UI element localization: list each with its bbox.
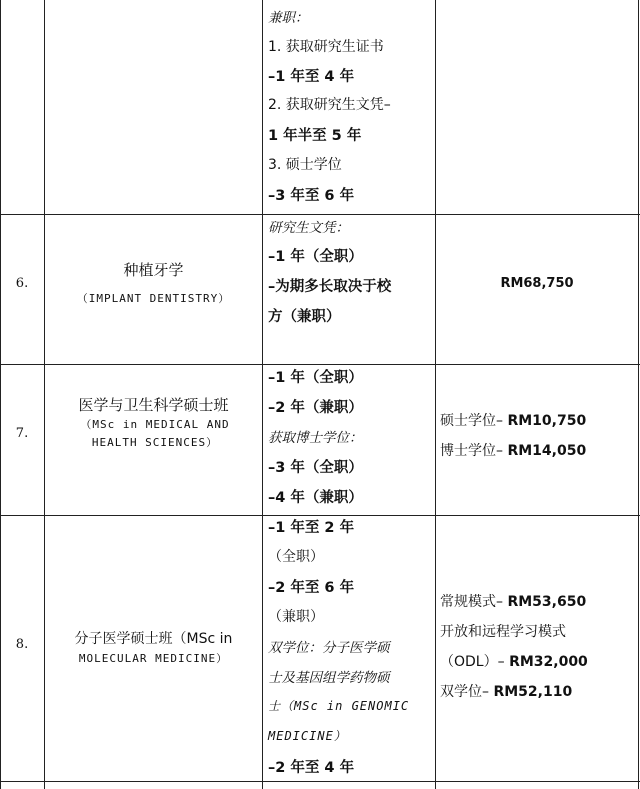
duration-line: –1 年（全职） <box>268 249 363 265</box>
row-number: 6. <box>15 276 29 291</box>
row-number: 7. <box>15 426 29 441</box>
duration-line: 士（MSc in GENOMIC <box>268 699 410 713</box>
fee-line: 博士学位– RM14,050 <box>440 443 587 459</box>
table-border-left <box>0 0 1 789</box>
duration-line: 获取博士学位： <box>268 430 363 446</box>
table-col-divider-2 <box>262 0 263 789</box>
duration-line: 1. 获取研究生证书 <box>268 39 384 55</box>
duration-line: （兼职） <box>268 609 324 625</box>
duration-line: –4 年（兼职） <box>268 490 363 506</box>
duration-line: （全职） <box>268 549 324 565</box>
program-name-cn: 医学与卫生科学硕士班 <box>78 396 229 414</box>
fee-line: 常规模式– RM53,650 <box>440 594 587 610</box>
duration-line: 研究生文凭： <box>268 220 349 236</box>
duration-line: 2. 获取研究生文凭– <box>268 97 391 113</box>
program-name-cn: 分子医学硕士班（MSc in <box>74 631 233 647</box>
duration-line: 1 年半至 5 年 <box>268 128 362 144</box>
duration-line: –1 年至 4 年 <box>268 69 355 85</box>
program-name-en: （MSc in MEDICAL AND HEALTH SCIENCES） <box>80 418 230 449</box>
program-name-en: （IMPLANT DENTISTRY） <box>76 292 231 305</box>
duration-line: 双学位：分子医学硕 <box>268 640 390 656</box>
duration-line: –1 年至 2 年 <box>268 520 355 536</box>
duration-line: –3 年至 6 年 <box>268 188 355 204</box>
table-border-right <box>638 0 639 789</box>
duration-line: –为期多长取决于校 <box>268 279 392 295</box>
duration-line: 3. 硕士学位 <box>268 157 342 173</box>
table-row-divider <box>0 364 640 365</box>
duration-line: –3 年（全职） <box>268 460 363 476</box>
fee-line: 双学位– RM52,110 <box>440 684 573 700</box>
duration-line: –2 年至 4 年 <box>268 760 355 776</box>
duration-line: –2 年（兼职） <box>268 400 363 416</box>
fee-line: 硕士学位– RM10,750 <box>440 413 587 429</box>
table-row-divider <box>0 214 640 215</box>
duration-line: MEDICINE） <box>268 729 347 743</box>
fee-line: （ODL）– RM32,000 <box>440 654 588 670</box>
fee-value: RM68,750 <box>500 276 574 291</box>
table-row-divider <box>0 781 640 782</box>
row-number: 8. <box>15 637 29 652</box>
program-name-cn: 种植牙学 <box>123 261 184 279</box>
duration-line: –2 年至 6 年 <box>268 580 355 596</box>
fee-line: 开放和远程学习模式 <box>440 624 566 640</box>
program-name-en: MOLECULAR MEDICINE） <box>78 652 229 665</box>
duration-line: 方（兼职） <box>268 309 341 325</box>
table-col-divider-3 <box>435 0 436 789</box>
duration-line: 士及基因组学药物硕 <box>268 670 390 686</box>
duration-line: –1 年（全职） <box>268 370 363 386</box>
duration-line: 兼职： <box>268 10 309 26</box>
